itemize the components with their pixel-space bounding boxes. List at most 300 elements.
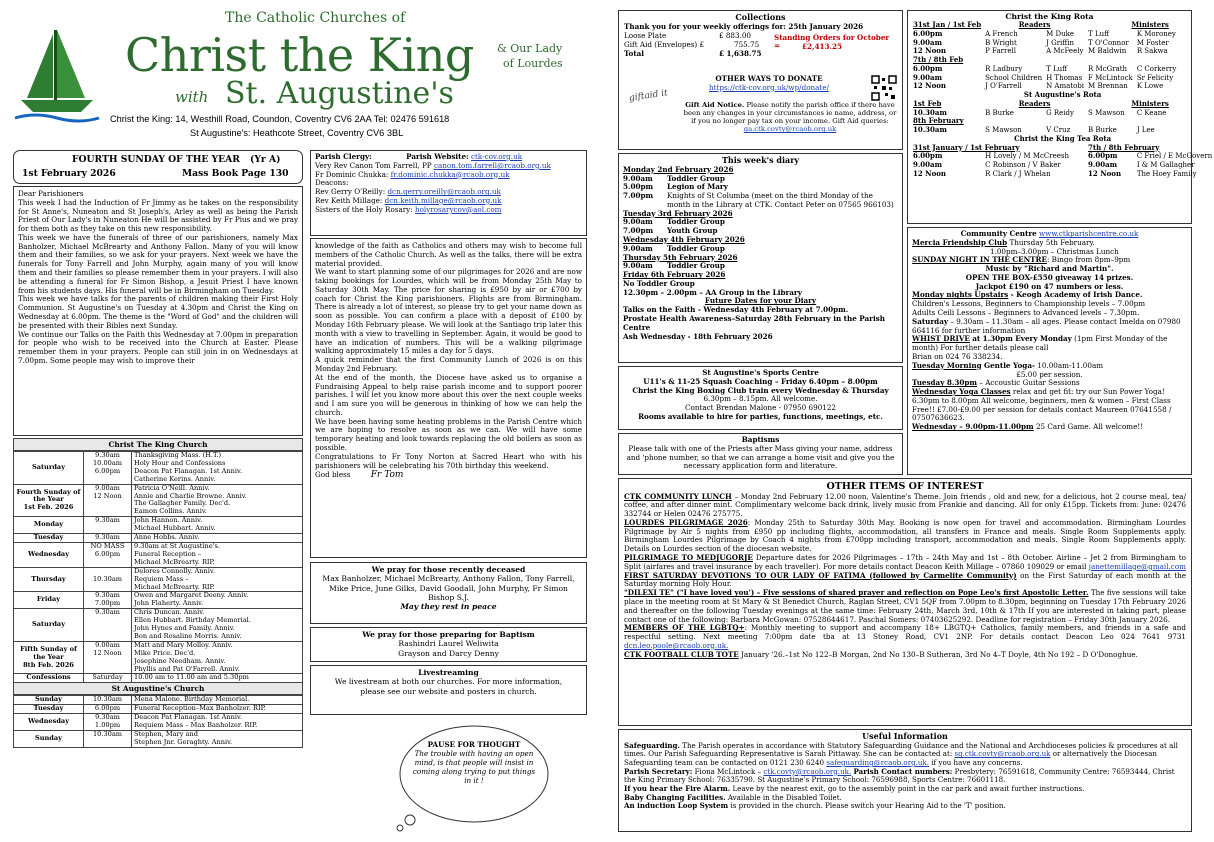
- schedule-row: [14, 567, 303, 592]
- tea-time: 12 Noon: [1088, 168, 1122, 178]
- loose-plate-value: £ 883.00: [719, 30, 752, 40]
- fire-alarm-text: Leave by the nearest exit, go to the assembly point in the car park and await further instructions.: [732, 783, 1085, 793]
- diary-time: 9.00am: [623, 217, 653, 227]
- letter-para: A quick reminder that the first Community Lunch of 2026 is on this Monday 2nd February.: [315, 355, 582, 373]
- rota-cell: R Ladbury: [985, 64, 1023, 73]
- sailboat-logo-icon: [15, 26, 100, 126]
- diary-day-heading: Thursday 5th February 2026: [623, 252, 738, 262]
- safeguarding-text-2: or alternatively the Diocesan Safeguarding team can be contacted on 0121 230 6240: [624, 749, 1157, 768]
- bingo: : Bingo from 8pm–9pm: [1046, 255, 1131, 265]
- schedule-detail: Patricia O'Neill. Anniv. Annie and Charlie Browne. Anniv. The Gallagher Family. Dec'd. Eamon Collins. Anniv.: [132, 484, 303, 517]
- rota-ministers-label: Ministers: [1131, 20, 1169, 29]
- letter-greeting: Dear Parishioners: [18, 189, 84, 198]
- lourdes-text: : Monday 25th to Saturday 30th May. Booking is now open for travel and accommodation. Birmingham Lourdes Pilgrimage by Air 5 nights from £950 pp including flights, accommodation, all transfers in France and meals. Single Room Supplements apply. Birmingham Lourdes Pilgrimage by Coach 4 nights from £700pp including transport, accommodation and meals. Single Room Supplements apply. Details on Lourdes section of the diocesan website.: [624, 517, 1186, 554]
- email-link[interactable]: canon.tom.farrell@rcaob.org.uk: [433, 160, 551, 170]
- safeguarding-email[interactable]: sg.ctk.covty@rcaob.org.uk: [954, 749, 1051, 759]
- football-tote: CTK FOOTBALL CLUB TOTE: [624, 649, 739, 659]
- diary-title: This week's diary: [721, 155, 800, 165]
- induction-loop-text: is provided in the church. Please switch your Hearing Aid to the 'T' position.: [730, 801, 1006, 811]
- rota-table: [911, 21, 1214, 179]
- rota-cell: C Corkerry: [1136, 64, 1177, 73]
- rota-cell: G Reidy: [1046, 108, 1074, 117]
- rota-cell: R Sakwa: [1136, 47, 1168, 56]
- diary-day-heading: Monday 2nd February 2026: [623, 164, 734, 174]
- diary-event: Legion of Mary: [667, 182, 728, 192]
- secretary-name: Fiona McLintock –: [694, 766, 762, 776]
- rota-ministers-label: [1086, 56, 1214, 65]
- rota-cell: 6.00pm: [913, 28, 943, 38]
- parish-clergy: [310, 150, 587, 236]
- rota-cell: Sr Felicity: [1136, 73, 1174, 82]
- livestream-text: We livestream at both our churches. For more information, please see our website and posters in church.: [334, 677, 563, 696]
- left-page: [0, 0, 600, 842]
- email-link[interactable]: dcn.gerry.oreilly@rcaob.org.uk: [387, 187, 501, 197]
- gift-aid-notice: Gift Aid Notice.: [685, 101, 745, 109]
- tea-names: I & M Gallagher: [1136, 161, 1195, 169]
- baptisms: [618, 433, 903, 475]
- contact-numbers: Parish Contact numbers:: [853, 766, 953, 776]
- saturday-label: Saturday: [912, 316, 949, 326]
- letter-para: We continue our Talks on the Faith this Wednesday at 7.00pm in preparation for people who wish to be received into the Church at Easter. Please remember them in your prayers. People can still join in on Wednesdays at 7.00pm. Some people may wish to improve their: [18, 329, 298, 365]
- clergy-name: Rev Keith Millage:: [315, 195, 383, 205]
- rota-subtitle: St Augustine's Rota: [1023, 90, 1102, 99]
- letter-para: At the end of the month, the Diocese have asked us to organise a Fundraising Appeal to help raise parish income and to support poorer parishes. I will let you know more about this over the next couple weeks and I am sure you will be generous in thinking of how we can help the church.: [315, 372, 582, 417]
- medjugorje: PILGRIMAGE TO MEDJUGORJE: [624, 553, 753, 563]
- community-lunch-text: – Monday 2nd February 12.00 noon, Valentine's Theme. Join friends , old and new, for a delicious, hot 2 course meal, tea/ coffee, and after dinner mint. Complimentary welcome back drink, lively music from Frankie and dancing. All for only £15pp. Tickets from: June: 02476 332744 or Helen 02476 275775.: [624, 491, 1186, 519]
- schedule-day: Sunday: [14, 696, 84, 705]
- rota-cell: B Burke: [985, 108, 1014, 117]
- rota-cell: B Burke: [1088, 126, 1117, 134]
- baptism-prayer: [310, 627, 587, 662]
- total-value: £ 1,638.75: [719, 48, 762, 58]
- community-lunch: CTK COMMUNITY LUNCH: [624, 491, 732, 501]
- qr-code-icon[interactable]: [871, 75, 897, 101]
- rota-cell: 10.30am: [913, 107, 947, 117]
- rota-cell: K Moroney: [1136, 29, 1176, 38]
- yoga-price: £5.00 per session.: [1016, 369, 1083, 379]
- safeguarding-text-3: if you have any concerns.: [931, 758, 1023, 768]
- clergy-name: Rev Gerry O'Reilly:: [315, 187, 386, 197]
- rota-cell: 10.30am: [913, 125, 947, 134]
- secretary-email[interactable]: ctk.covty@rcaob.org.uk.: [763, 766, 852, 776]
- schedule-time: 9.00am 12 Noon: [84, 484, 132, 517]
- rota-cell: C Keane: [1136, 108, 1167, 117]
- tuesday-morning: Tuesday Morning: [912, 360, 982, 370]
- lgbtq-email[interactable]: dcn.leo.poole@rcaob.org.uk.: [624, 640, 729, 650]
- ctk-schedule-table: [13, 451, 303, 683]
- schedule-time: 9.30am: [84, 609, 132, 642]
- monday-nights: Monday nights Upstairs: [912, 290, 1009, 300]
- schedule-detail: Deacon Pat Flanagan. 1st Anniv. Requiem Mass – Max Banholzer. RIP.: [132, 714, 303, 731]
- future-date: Prostate Health Awareness–Saturday 28th February in the Parish Centre: [623, 314, 885, 332]
- rota-cell: B Wright: [985, 38, 1017, 47]
- parish-secretary: Parish Secretary:: [624, 766, 693, 776]
- community-title: Community Centre: [960, 229, 1037, 238]
- pause-for-thought: [412, 740, 536, 785]
- schedule-day: Tuesday: [14, 705, 84, 714]
- schedule-day: Tuesday: [14, 534, 84, 543]
- schedule-row: [14, 484, 303, 517]
- mass-book: Mass Book Page 130: [182, 168, 289, 179]
- diary-time: 9.00am: [623, 261, 653, 271]
- dilexi-te: "DILEXI TE" ("I have loved you') – Five sessions of shared prayer and reflection on Pope Leo's first Apostolic Letter.: [624, 588, 1089, 598]
- rota-row: [911, 74, 1214, 83]
- safeguarding-text: The Parish operates in accordance with Statutory Safeguarding Guidance and the National and Archdioceses policies & procedures at all times. Our Parish Safeguarding Representative is Sarah Pittaway. She can be contacted at:: [624, 740, 1178, 759]
- diary-event: Toddler Group: [667, 173, 725, 183]
- sunday-year: (Yr A): [250, 154, 281, 165]
- diary-time: 7.00pm: [623, 191, 654, 201]
- sports-title: St Augustine's Sports Centre: [702, 368, 819, 377]
- schedule-day: Wednesday: [14, 714, 84, 731]
- rota-readers-label: [983, 56, 1086, 65]
- whist-text: (1pm First Monday of the month) For further details please call: [912, 334, 1168, 353]
- diary-entry: 12.30pm – 2.00pm – AA Group in the Library: [623, 287, 802, 297]
- loose-plate-label: Loose Plate: [624, 30, 667, 40]
- tea-row: [911, 170, 1214, 179]
- clergy-label: Parish Clergy:: [315, 152, 372, 161]
- diary-entry: [623, 175, 898, 184]
- masthead-top: The Catholic Churches of: [225, 10, 406, 26]
- medjugorje-email[interactable]: janettemillage@gmail.com: [1088, 561, 1186, 571]
- masthead-lady-1: & Our Lady: [497, 42, 563, 55]
- rooms-available: Rooms available to hire for parties, functions, meetings, etc.: [638, 411, 883, 421]
- schedule-detail: Chris Duncan. Anniv. Ellen Hubbart. Birthday Memorial. John Hynes and Family. Anniv. Bon and Rosaline Morris. Anniv.: [132, 609, 303, 642]
- induction-loop: An induction Loop System: [624, 801, 729, 811]
- donate-link[interactable]: https://ctk-cov.org.uk/wp/donate/: [708, 82, 829, 92]
- wednesday-yoga: Wednesday Yoga Classes: [912, 387, 1011, 397]
- rota-row: [911, 65, 1214, 74]
- masthead-with: with: [175, 88, 209, 106]
- medjugorje-text: Departure dates for 2026 Pilgrimages – 17th – 24th May and 1st – 8th October. Airline – Jet 2 from Birmingham to Split (airfares and travel insurance by each traveller). For more details contact Deacon Keith Millage – 07860 109029 or email: [624, 553, 1186, 571]
- rota-date: 31st Jan / 1st Feb: [913, 20, 982, 29]
- schedule-time: Saturday: [84, 674, 132, 683]
- tea-time: 6.00pm: [1088, 151, 1118, 161]
- website-link[interactable]: ctk-cov.org.uk: [471, 152, 523, 161]
- schedule-day: Fifth Sunday of the Year 8th Feb. 2026: [14, 641, 84, 674]
- sunday-date: 1st February 2026: [22, 168, 116, 179]
- diary-event: Knights of St Columba (meet on the third Monday of the month in the Library at CTK. Contact Peter on 07565 966103): [667, 191, 894, 209]
- boxing-club: Christ the King Boxing Club train every Wednesday & Thursday: [632, 385, 889, 395]
- signature: Fr Tom: [370, 470, 404, 481]
- schedule-row: [14, 592, 303, 609]
- diary-time: 5.00pm: [623, 182, 654, 192]
- schedule-detail: Funeral Reception–Max Banholzer. RIP.: [132, 705, 303, 714]
- diary-time: 9.00am: [623, 243, 653, 253]
- schedule-time: 9.30am 10.00am 6.00pm: [84, 452, 132, 485]
- rota-header-row: [911, 56, 1214, 65]
- rota-header-row: [911, 100, 1214, 109]
- schedule-row: [14, 542, 303, 567]
- schedule-day: Thursday: [14, 567, 84, 592]
- diocesan-safeguarding-email[interactable]: safeguarding@rcaob.org.uk.: [826, 758, 930, 768]
- schedule-day: Monday: [14, 517, 84, 534]
- baptisms-title: Baptisms: [741, 435, 780, 444]
- baby-changing-text: Available in the Disabled Toilet.: [727, 792, 842, 802]
- rota-readers-label: Readers: [1018, 20, 1051, 29]
- schedule-detail: 9.30am at St Augustine's. Funeral Reception – Michael McBrearty. RIP.: [132, 542, 303, 567]
- gift-aid-value: 755.75: [734, 39, 760, 49]
- rota-cell: 6.00pm: [913, 63, 943, 73]
- rota-cell: 12 Noon: [913, 81, 947, 91]
- giftaid-logo: giftaid it: [628, 88, 669, 104]
- diary-event: Toddler Group: [667, 217, 725, 227]
- livestreaming: [310, 665, 587, 715]
- community-link[interactable]: www.ctkparishcentre.co.uk: [1039, 229, 1139, 238]
- schedule-detail: Thanksgiving Mass. (H.T.) Holy Hour and Confessions Deacon Pat Flanagan. 1st Anniv. Catherine Kerins. Anniv.: [132, 452, 303, 485]
- useful-information: [618, 729, 1192, 832]
- squash-coaching: U11's & 11-25 Squash Coaching – Friday 6.40pm – 8.00pm: [643, 376, 878, 386]
- rest-in-peace: May they rest in peace: [400, 602, 497, 611]
- schedule-day: Confessions: [14, 674, 84, 683]
- other-title: OTHER ITEMS OF INTEREST: [826, 481, 984, 492]
- masthead-lady-2: of Lourdes: [503, 57, 563, 70]
- tea-time: 6.00pm: [913, 151, 943, 161]
- rota-cell: S Mawson: [985, 126, 1022, 134]
- masthead-st: St. Augustine's: [225, 76, 454, 111]
- baptism-name: Rashindri Laurel Weliwita: [398, 639, 499, 649]
- baptism-name: Grayson and Darcy Denny: [398, 648, 499, 658]
- deceased-names: Max Banholzer, Michael McBrearty, Anthony Fallon, Tony Farrell, Mike Price, June Gilks, David Goodall, John Murphy, Fr Simon Bishop S.J.: [322, 574, 575, 602]
- rota-cell: M Baldwin: [1088, 47, 1127, 56]
- schedule-detail: Anne Hobbs. Anniv.: [132, 534, 303, 543]
- diary-time: 7.00pm: [623, 226, 654, 236]
- gift-aid-text: Please notify the parish office if there have been any changes in your circumstances ie name, address, or if you no longer pay tax on your income. Gift Aid queries:: [683, 101, 897, 126]
- total-label: Total: [624, 48, 645, 58]
- tote-results: January '26.–1st No 122–B Morgan, 2nd No 130–B Sutheran, 3rd No 4–T Doyle, 4th No 192 – D O'Donoghue.: [741, 649, 1138, 659]
- lgbtq-members: MEMBERS OF THE LGBTQ+: [624, 623, 745, 633]
- schedule-day: Wednesday: [14, 542, 84, 567]
- diary-time: 9.00am: [623, 173, 653, 183]
- diary-entry: No Toddler Group: [623, 278, 695, 288]
- masthead-title: Christ the King: [125, 28, 474, 82]
- rota-cell: V Cruz: [1046, 126, 1071, 134]
- recently-deceased: [310, 562, 587, 624]
- livestream-title: Livestreaming: [418, 668, 479, 677]
- lgbtq-text: : Monthly meeting to support and accompany 18+ LBGTQ+ Catholics, family members, and friends in a safe and respectful setting. Next meeting 7:00pm date tba at 13 Stoney Road, CV1 2NP. For details contact Deacon Leo 024 7641 9731: [624, 623, 1186, 642]
- schedule-time: 9.30am 1.00pm: [84, 714, 132, 731]
- schedule-time: 9.30am: [84, 534, 132, 543]
- future-date: Ash Wednesday - 18th February 2026: [623, 331, 773, 341]
- rota-cell: School Children: [985, 73, 1043, 82]
- rota-readers-label: Readers: [1018, 98, 1051, 108]
- schedule-time: 9.30am 7.00pm: [84, 592, 132, 609]
- childrens-lessons: Children's Lessons, Beginners to Championship levels – 7.00pm: [912, 299, 1146, 309]
- right-page: [610, 0, 1213, 842]
- guitar-time: Tuesday 8.30pm: [912, 378, 978, 388]
- rota-cell: J Lee: [1136, 126, 1155, 134]
- gift-aid-email[interactable]: ga.ctk.covty@rcaob.org.uk: [743, 125, 837, 134]
- diary-day-heading: Friday 6th February 2026: [623, 270, 726, 280]
- schedule-detail: 10.00 am to 11.00 am and 5.30pm: [132, 674, 303, 683]
- rota-cell: S Mawson: [1088, 108, 1125, 117]
- rota-cell: 9.00am: [913, 72, 942, 82]
- guitar-sessions: – Accoustic Guitar Sessions: [979, 378, 1080, 388]
- music: Music by "Richard and Martin".: [985, 264, 1114, 274]
- email-link[interactable]: fr.dominic.chukka@rcaob.org.uk: [390, 169, 510, 179]
- thought-text: The trouble with having an open mind, is that people will insist in coming along trying to put things in it !: [412, 749, 536, 785]
- letter-para: knowledge of the faith as Catholics and others may wish to become full members of the Catholic Church. As well as the talks, there will be extra material provided.: [315, 241, 582, 268]
- diary-event: Toddler Group: [667, 243, 725, 253]
- letter-para: This week we have the funerals of three of our parishioners, namely Max Banholzer, Michael McBrearty and Anthony Fallon. Many of you will know them and their families, so we ask for your prayers. Next week we have the funerals for Tony Farrell and John Murphy, again many of you will know them and their families so please remember them in your prayers. I will also be attending a funeral for Fr Simon Bishop, a Jesuit Priest I have known from his students days. His funeral will be in Birmingham on Tuesday.: [18, 232, 298, 295]
- schedule-time: 10.30am: [84, 696, 132, 705]
- parish-letter-continued: [310, 238, 587, 558]
- whist-contact: Brian on 024 76 338234.: [912, 351, 1003, 361]
- schedule-row: [14, 731, 303, 748]
- letter-para: This week we have talks for the parents of children making their First Holy Communion. St Augustine's on Tuesday at 4.30pm and Christ the King on Wednesday at 6.00pm. The theme is the "Word of God" and the children will be presented with their Bibles next Sunday.: [18, 294, 298, 330]
- email-link[interactable]: holyrosarycov@aol.com: [414, 204, 502, 214]
- letter-para: This week I had the Induction of Fr Jimmy as he takes on the responsibility for St Anne's, Nuneaton and St Joseph's, Arley as well as being the Parish Priest of Our Lady's in Nuneaton He will be assisted by Fr Pius and we pray for them both as they take on this new responsibility.: [18, 197, 298, 234]
- rota-cell: A French: [985, 29, 1018, 38]
- parish-letter: [13, 186, 303, 436]
- rota-cell: T Luff: [1088, 29, 1110, 38]
- tea-date: 7th / 8th February: [1088, 142, 1160, 152]
- mercia-date: Thursday 5th February.: [1009, 237, 1095, 247]
- rota-cell: M Duke: [1046, 29, 1074, 38]
- sunday-title: FOURTH SUNDAY OF THE YEAR: [72, 154, 240, 165]
- rota-ministers-label: Ministers: [1131, 98, 1169, 108]
- schedule-row: [14, 674, 303, 683]
- tea-row: [911, 152, 1214, 161]
- schedule-detail: Owen and Margaret Deeny. Anniv. John Flaherty. Anniv.: [132, 592, 303, 609]
- card-game-time: Wednesday – 9.00pm-11.00pm: [912, 422, 1034, 432]
- other-items: [618, 478, 1192, 726]
- clergy-name: Sisters of the Holy Rosary:: [315, 204, 413, 214]
- sunday-banner: [13, 150, 303, 184]
- schedule-time: 10.30am: [84, 567, 132, 592]
- boxing-contact: Contact Brendan Malone - 07950 690122: [685, 403, 836, 413]
- adults-lessons: Adults Ceili Lessons – Beginners to Advanced levels – 7.30pm.: [912, 308, 1140, 318]
- collections-thanks: Thank you for your weekly offerings for: 25th January 2026: [624, 21, 864, 31]
- tea-time: 12 Noon: [913, 168, 947, 178]
- boxing-times: 6.30pm – 8.15pm. All welcome.: [703, 394, 818, 404]
- diary-entry: [623, 218, 898, 227]
- rota-row: [911, 30, 1214, 39]
- rota-subtitle: Christ the King Tea Rota: [1014, 133, 1112, 143]
- tea-header-row: [911, 144, 1214, 153]
- rota-cell: R McGrath: [1088, 64, 1128, 73]
- contact-numbers-text: Presbytery: 76591618, Community Centre: 76593444, Christ the King Primary School: 76335790. St Augustine's Primary School: 76596988, Sports Centre: 76601118.: [624, 766, 1175, 785]
- rota-cell: M Brennan: [1088, 82, 1128, 91]
- lourdes-pilgrimage: LOURDES PILGRIMAGE 2026: [624, 517, 748, 527]
- diary-entry: [623, 192, 898, 210]
- rota-cell: N Amatobi: [1046, 82, 1085, 91]
- gift-aid-label: Gift Aid (Envelopes) £: [624, 39, 705, 49]
- website-label: Parish Website:: [406, 152, 469, 161]
- schedule-day: Sunday: [14, 731, 84, 748]
- clergy-name: Fr Dominic Chukka:: [315, 169, 389, 179]
- tea-time: 9.00am: [1088, 160, 1118, 169]
- whist-drive: WHIST DRIVE: [912, 334, 970, 344]
- address-sta: St Augustine's: Heathcote Street, Coventry CV6 3BL: [190, 128, 404, 138]
- tea-row: [911, 161, 1214, 170]
- ctk-schedule-title: Christ The King Church: [13, 438, 303, 451]
- saturday-text: – 9.30am – 11.30am – all ages. Please contact Imelda on 07980 664116 for further information: [912, 316, 1181, 335]
- tea-names: C Robinson / V Baker: [985, 161, 1061, 169]
- thought-title: PAUSE FOR THOUGHT: [427, 740, 521, 749]
- tea-names: H Lovely / M McCreesh: [985, 152, 1070, 161]
- rota-cell: M Foster: [1136, 38, 1169, 47]
- schedule-detail: Delores Connolly. Anniv. Requiem Mass – Michael McBrearty. RIP.: [132, 567, 303, 592]
- rota-header-row: [911, 117, 1214, 126]
- fatima-text: on the First Saturday of each month at the Saturday morning Holy Hour.: [624, 570, 1186, 589]
- ctk-mass-schedule: [13, 438, 303, 750]
- future-date: Talks on the Faith - Wednesday 4th February at 7.00pm.: [623, 305, 849, 315]
- letter-signoff: God bless: [315, 470, 351, 480]
- schedule-day: Fourth Sunday of the Year 1st Feb. 2026: [14, 484, 84, 517]
- email-link[interactable]: dcn.keith.millage@rcaob.org.uk: [384, 195, 502, 205]
- diary-day-heading: Tuesday 3rd February 2026: [623, 208, 733, 218]
- letter-para: Congratulations to Fr Tony Norton at Sacred Heart who with his parishioners will be celebrating his 70th birthday this weekend.: [315, 451, 582, 470]
- rota-cell: 12 Noon: [913, 46, 947, 56]
- open-the-box: OPEN THE BOX-£550 giveaway 14 prizes.: [965, 272, 1134, 282]
- rota-header-row: [911, 21, 1214, 30]
- schedule-time: NO MASS 6.00pm: [84, 542, 132, 567]
- deceased-title: We pray for those recently deceased: [371, 565, 526, 574]
- schedule-row: [14, 609, 303, 642]
- useful-title: Useful Information: [862, 731, 948, 741]
- baby-changing: Baby Changing Facilities.: [624, 792, 726, 802]
- schedule-time: 10.30am: [84, 731, 132, 748]
- sta-schedule-table: [13, 695, 303, 747]
- wednesday-yoga-text: relax and get fit: try our Sun Power Yoga! 6.30pm to 8.00pm All welcome, beginners, men & women – First Class Free!! £7.00-£9.00 per session for details contact Maureen 07641558 / 07507636623.: [912, 387, 1172, 423]
- standing-orders-value: £2,413.25: [802, 41, 843, 51]
- sports-centre: [618, 366, 903, 430]
- rota-cell: H Thomas: [1046, 73, 1083, 82]
- rota-ministers-label: [1086, 117, 1214, 126]
- card-game: 25 Card Game. All welcome!!: [1035, 422, 1144, 432]
- baptisms-text: Please talk with one of the Priests after Mass giving your name, address and 'phone number, so that we can arrange a home visit and give you the necessary application form and literature.: [626, 443, 895, 471]
- other-ways-title: OTHER WAYS TO DONATE: [715, 74, 823, 83]
- rota-cell: P Farrell: [985, 47, 1016, 56]
- schedule-time: 9.30am: [84, 517, 132, 534]
- rota-date: 8th February: [913, 116, 964, 126]
- schedule-row: [14, 641, 303, 674]
- diary-event: Toddler Group: [667, 261, 725, 271]
- weekly-diary: [618, 153, 903, 363]
- jackpot: Jackpot £190 on 47 numbers or less.: [975, 281, 1124, 291]
- letter-para: We want to start planning some of our pilgrimages for 2026 and are now taking bookings for Lourdes, which will be from Monday 25th May to Saturday 30th May. The price for sharing is £950 by air or £700 by coach for Christ the King parishioners. Flights are from Birmingham. There is already a lot of interest, so please try to get your name down as soon as possible. You can confirm a place with a deposit of £100 by Monday 16th February please. We will look at the Santiago trip later this month with a view to travelling in September. Again, it would be good to have an indication of numbers. This will be a walking pilgrimage walking approximately 15 miles a day for 5 days.: [315, 267, 582, 356]
- sta-schedule-title: St Augustine's Church: [13, 683, 303, 695]
- schedule-detail: John Hannon. Anniv. Michael Hubbart. Anniv.: [132, 517, 303, 534]
- tea-date: 31st January / 1st February: [913, 142, 1020, 152]
- schedule-row: [14, 714, 303, 731]
- whist-time: at 1.30pm Every Monday: [972, 334, 1072, 344]
- schedule-detail: Stephen, Mary and Stephen Jnr. Geraghty. Anniv.: [132, 731, 303, 748]
- diary-day-heading: Wednesday 4th February 2026: [623, 235, 745, 244]
- rota-cell: 9.00am: [913, 37, 942, 47]
- schedule-day: Friday: [14, 592, 84, 609]
- tea-names: R Clark / J Whelan: [985, 169, 1051, 178]
- safeguarding: Safeguarding.: [624, 740, 680, 750]
- clergy-name: Very Rev Canon Tom Farrell, PP: [315, 160, 432, 170]
- tea-names: The Hoey Family: [1136, 169, 1197, 178]
- rota-cell: J O'Farrell: [985, 82, 1022, 91]
- tea-names: C Friel / E McGovern: [1136, 152, 1213, 161]
- letter-para: We have been having some heating problems in the Parish Centre which we are hoping to resolve as soon as we can. We will have some temporary heating and look towards replacing the old boilers as soon as possible.: [315, 416, 582, 452]
- gentle-yoga: Gentle Yoga-: [983, 360, 1035, 370]
- rota-cell: T O'Connor: [1088, 38, 1129, 47]
- rota-title: Christ the King Rota: [1005, 12, 1094, 21]
- rota-cell: T Luff: [1046, 64, 1068, 73]
- schedule-day: Saturday: [14, 609, 84, 642]
- yoga-time: 10.00am-11.00am: [1037, 360, 1104, 370]
- schedule-detail: Mena Malone. Birthday Memorial.: [132, 696, 303, 705]
- schedule-row: [14, 452, 303, 485]
- collections-title: Collections: [735, 12, 786, 22]
- future-dates-title: Future Dates for your Diary: [704, 296, 817, 306]
- schedule-detail: Matt and Mary Molloy. Anniv. Mike Price. Dec'd. Josephine Needham. Anniv. Phyllis and Pat O'Farrell. Anniv.: [132, 641, 303, 674]
- fire-alarm: If you hear the Fire Alarm.: [624, 783, 731, 793]
